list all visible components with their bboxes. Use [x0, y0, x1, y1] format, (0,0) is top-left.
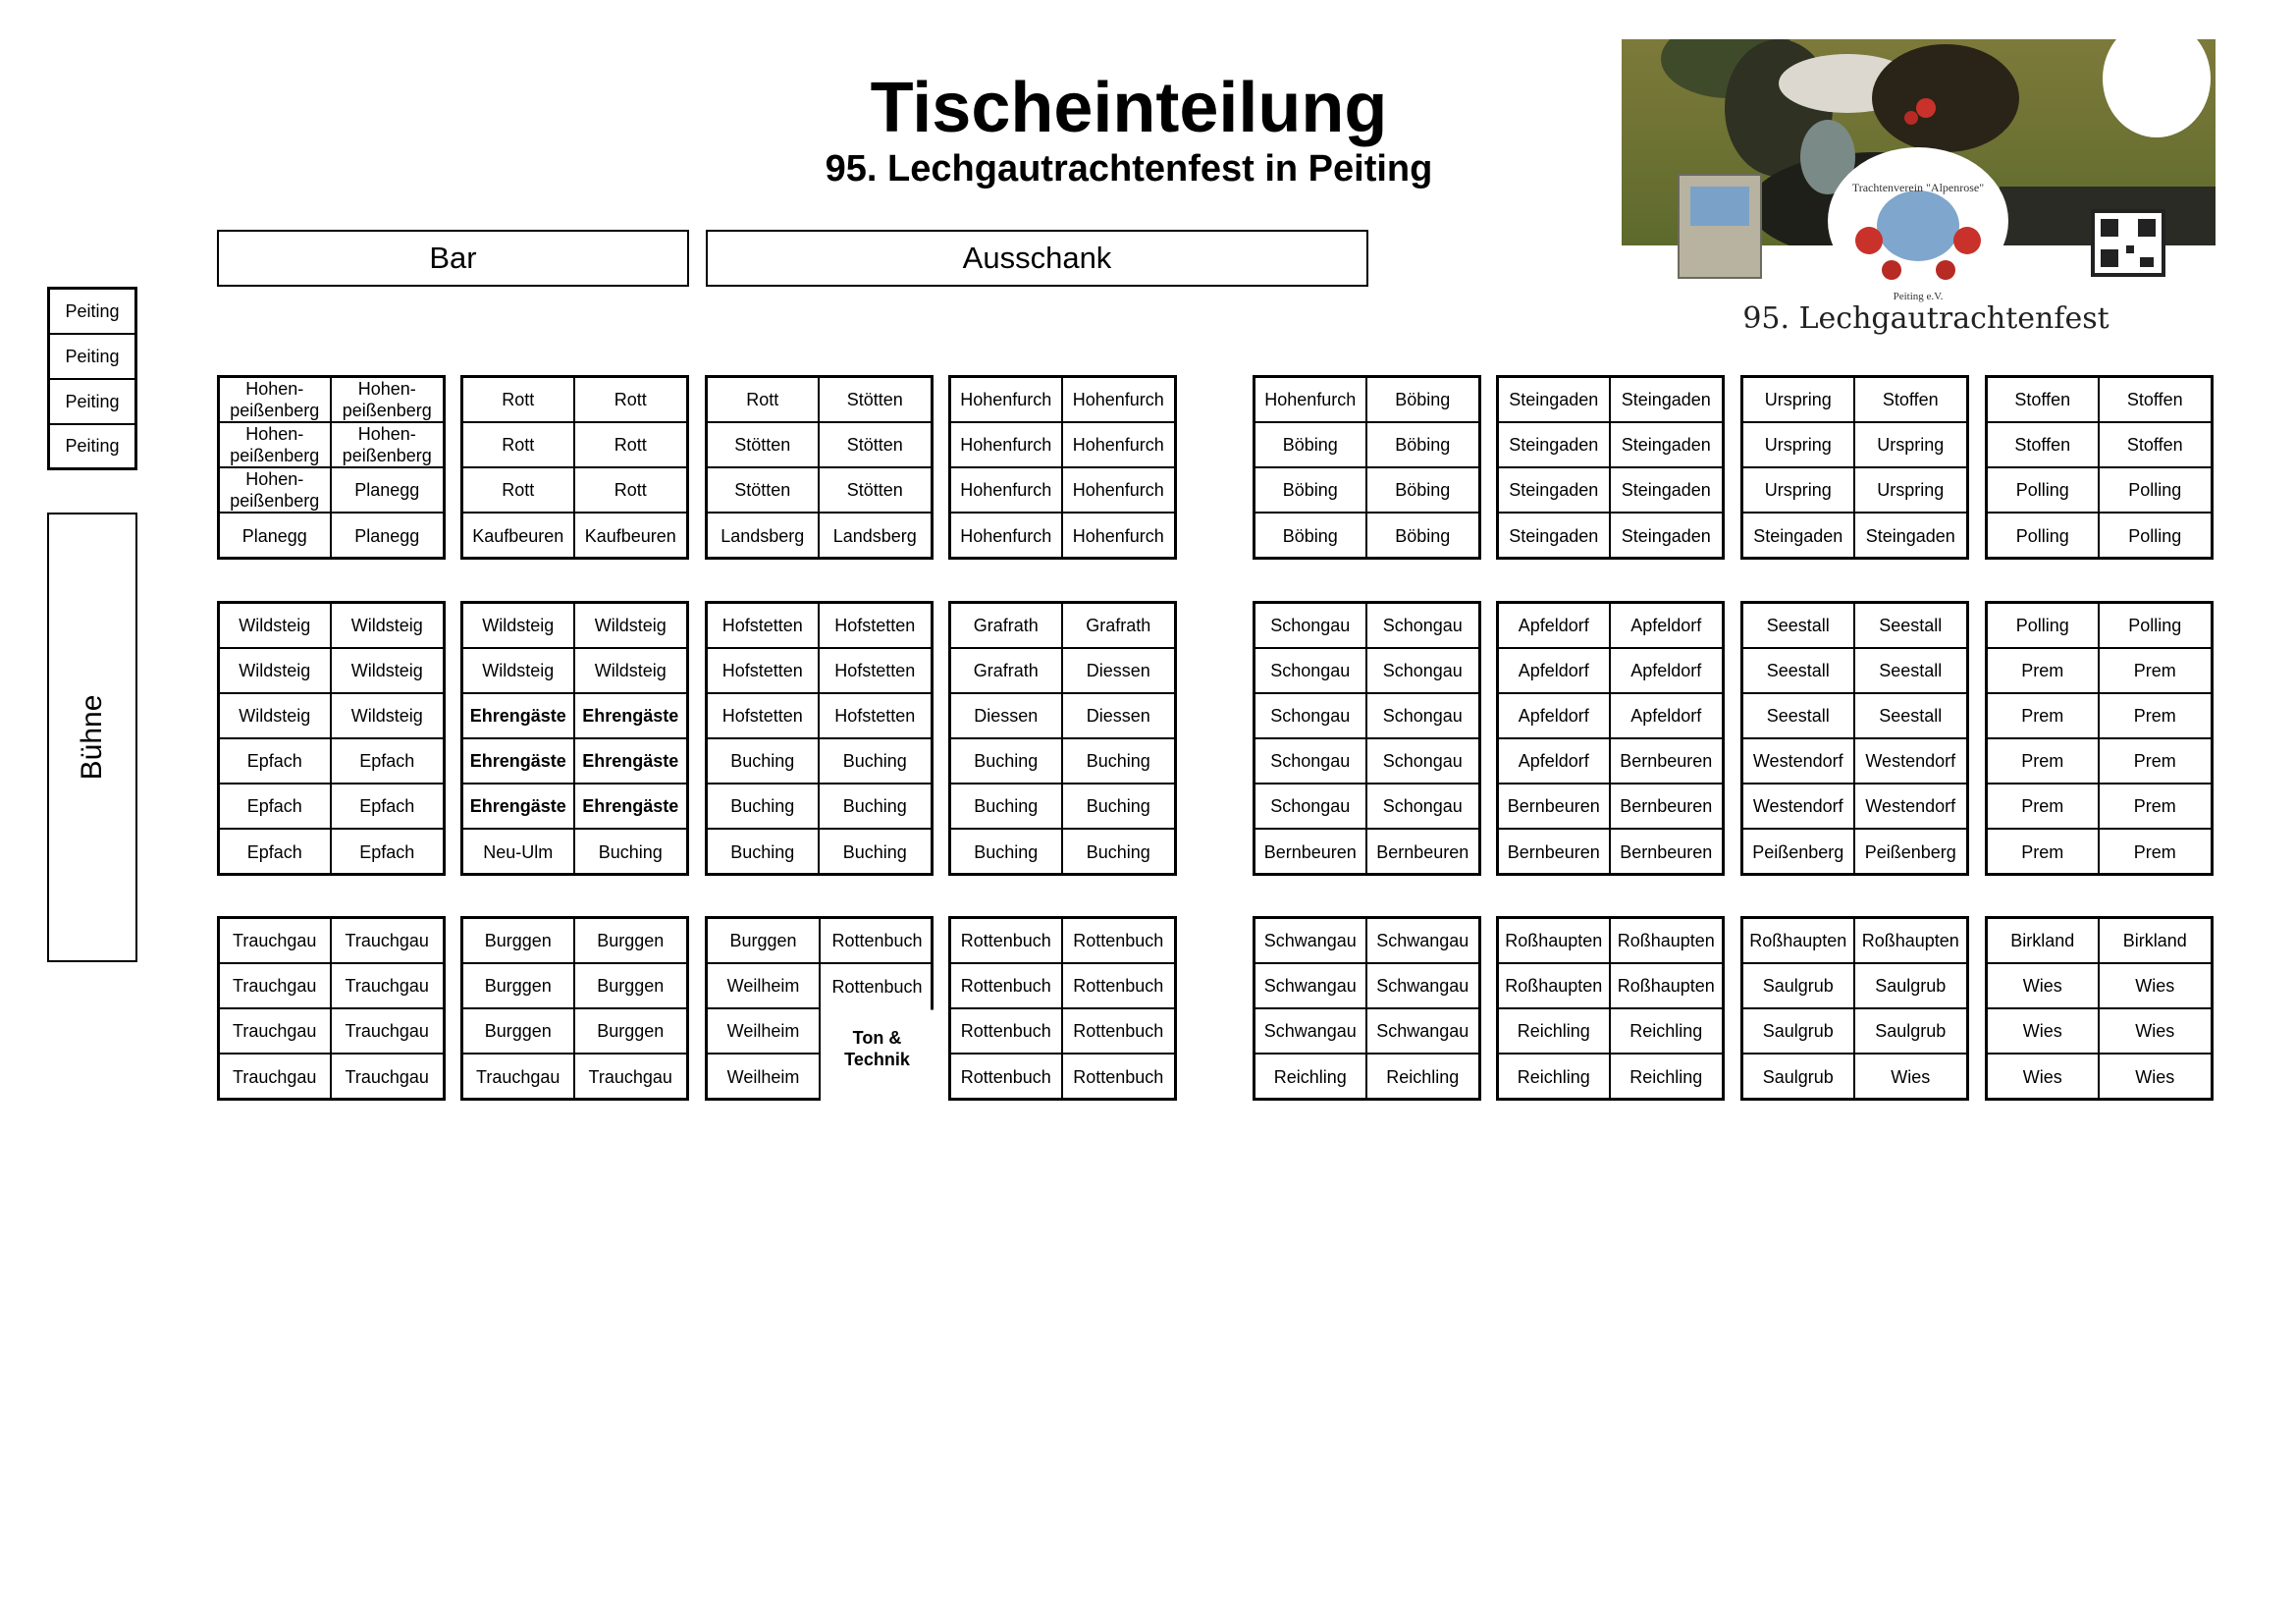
- table-seat: Rott: [708, 378, 820, 423]
- table-seat: Buching: [1063, 784, 1175, 830]
- table-seat: Wildsteig: [463, 604, 575, 649]
- table-seat: Bernbeuren: [1499, 830, 1611, 875]
- table-seat: Hohenfurch: [1072, 526, 1164, 546]
- table-seat: Trauchgau: [220, 919, 332, 964]
- table-seat: Schongau: [1367, 694, 1479, 739]
- table-block: [1496, 375, 1725, 560]
- table-seat: Hohenfurch: [1063, 378, 1175, 423]
- table-seat: Rottenbuch: [831, 977, 923, 997]
- table-block: [460, 375, 689, 560]
- table-seat: Stoffen: [1855, 378, 1967, 423]
- table-seat: Bernbeuren: [1611, 739, 1723, 784]
- table-seat: Schongau: [1255, 784, 1367, 830]
- table-seat: Schongau: [1367, 649, 1479, 694]
- table-seat: Burggen: [463, 1009, 575, 1055]
- table-seat: Schwangau: [1367, 1009, 1479, 1055]
- table-seat: Epfach: [332, 784, 444, 830]
- table-seat: Stoffen: [1988, 378, 2100, 423]
- table-seat: Rott: [463, 378, 575, 423]
- table-seat: Stötten: [708, 468, 820, 514]
- table-block: [1740, 375, 1969, 560]
- table-seat: Schongau: [1255, 694, 1367, 739]
- table-seat: Wies: [2100, 1009, 2212, 1055]
- bar-area: Bar: [217, 230, 689, 287]
- table-block: [217, 375, 446, 560]
- table-seat: Schwangau: [1255, 1009, 1367, 1055]
- table-seat: Ehrengäste: [575, 784, 687, 830]
- table-seat: Polling: [1988, 604, 2100, 649]
- table-seat: Westendorf: [1855, 739, 1967, 784]
- table-block: [460, 916, 689, 1101]
- page-title: Tischeinteilung: [870, 69, 1388, 147]
- table-seat: Peißenberg: [1864, 842, 1956, 862]
- table-seat: Wildsteig: [575, 604, 687, 649]
- table-seat: Epfach: [220, 784, 332, 830]
- table-seat: Böbing: [1255, 423, 1367, 468]
- table-block: [948, 601, 1177, 876]
- table-seat: Steingaden: [1611, 468, 1723, 514]
- table-seat: Böbing: [1255, 468, 1367, 514]
- table-seat: Prem: [1988, 649, 2100, 694]
- table-seat: Westendorf: [1855, 784, 1967, 830]
- table-seat: Saulgrub: [1743, 1009, 1855, 1055]
- table-block: [705, 601, 934, 876]
- table-seat: Bernbeuren: [1376, 842, 1469, 862]
- table-block: [1253, 601, 1481, 876]
- table-seat: Trauchgau: [332, 919, 444, 964]
- table-seat: Bernbeuren: [1611, 784, 1723, 830]
- table-seat: Hohen-peißenberg: [332, 423, 444, 468]
- table-seat: Peiting: [50, 380, 134, 425]
- table-block: [948, 375, 1177, 560]
- table-seat: Westendorf: [1743, 739, 1855, 784]
- table-seat: Buching: [1063, 739, 1175, 784]
- table-seat: Planegg: [220, 514, 332, 559]
- logo-banner-text: 95. Lechgautrachtenfest: [1742, 301, 2109, 336]
- table-block: [1253, 916, 1481, 1101]
- table-seat: Steingaden: [1611, 423, 1723, 468]
- table-seat: Reichling: [1499, 1009, 1611, 1055]
- table-seat: Wies: [1891, 1067, 1931, 1087]
- table-seat: Wildsteig: [220, 694, 332, 739]
- table-seat: Bernbeuren: [1499, 784, 1611, 830]
- table-seat: Prem: [2100, 649, 2212, 694]
- table-seat: Ehrengäste: [463, 739, 575, 784]
- table-seat: Steingaden: [1499, 514, 1611, 559]
- table-seat: Roßhaupten: [1499, 919, 1611, 964]
- table-seat: Peiting: [50, 335, 134, 380]
- table-seat: Landsberg: [708, 514, 820, 559]
- table-seat: Hofstetten: [820, 604, 932, 649]
- ton-technik-label: Ton & Technik: [844, 1028, 910, 1069]
- table-seat: Epfach: [220, 830, 332, 875]
- table-seat: Stoffen: [1988, 423, 2100, 468]
- table-seat: Hohenfurch: [951, 423, 1063, 468]
- table-seat: Steingaden: [1499, 423, 1611, 468]
- table-seat: Stötten: [708, 423, 820, 468]
- table-seat: Stötten: [820, 378, 932, 423]
- table-seat: Hofstetten: [820, 649, 932, 694]
- table-seat: Buching: [708, 784, 820, 830]
- table-seat: Reichling: [1255, 1055, 1367, 1100]
- table-seat: Rottenbuch: [951, 1009, 1063, 1055]
- table-seat: Apfeldorf: [1499, 694, 1611, 739]
- table-seat: Prem: [1988, 739, 2100, 784]
- table-seat: Wildsteig: [575, 649, 687, 694]
- table-seat: Schwangau: [1367, 964, 1479, 1009]
- table-seat: Roßhaupten: [1611, 964, 1723, 1009]
- table-seat: Böbing: [1395, 526, 1451, 546]
- table-block: [217, 601, 446, 876]
- ausschank-area: Ausschank: [706, 230, 1368, 287]
- table-seat: Rottenbuch: [1073, 1067, 1164, 1087]
- table-seat: Urspring: [1743, 378, 1855, 423]
- table-seat: Wies: [1988, 1055, 2100, 1100]
- table-seat: Hohen-peißenberg: [332, 378, 444, 423]
- table-seat: Steingaden: [1865, 526, 1955, 546]
- table-seat: Saulgrub: [1743, 1055, 1855, 1100]
- table-seat: Hofstetten: [708, 694, 820, 739]
- table-seat: Buching: [708, 739, 820, 784]
- table-seat: Steingaden: [1499, 378, 1611, 423]
- table-seat: Polling: [1988, 468, 2100, 514]
- table-seat: Rott: [463, 468, 575, 514]
- table-seat: Weilheim: [708, 964, 821, 1009]
- table-seat: Rottenbuch: [1063, 964, 1175, 1009]
- table-seat: Buching: [598, 842, 663, 862]
- table-block: [460, 601, 689, 876]
- table-seat: Schwangau: [1255, 964, 1367, 1009]
- table-seat: Trauchgau: [220, 1055, 332, 1100]
- table-seat: Kaufbeuren: [463, 514, 575, 559]
- table-seat: Peiting: [65, 436, 120, 456]
- table-seat: Prem: [2100, 784, 2212, 830]
- table-seat: Weilheim: [708, 1009, 821, 1055]
- table-seat: Schongau: [1255, 649, 1367, 694]
- table-seat: Planegg: [354, 526, 420, 546]
- table-seat: Hohenfurch: [951, 468, 1063, 514]
- page-subtitle: 95. Lechgautrachtenfest in Peiting: [825, 148, 1433, 189]
- table-seat: Epfach: [332, 739, 444, 784]
- table-seat: Apfeldorf: [1611, 649, 1723, 694]
- table-seat: Hohenfurch: [1063, 468, 1175, 514]
- table-seat: Birkland: [1988, 919, 2100, 964]
- table-seat: Ehrengäste: [575, 694, 687, 739]
- table-block: [217, 916, 446, 1101]
- table-seat: Neu-Ulm: [463, 830, 575, 875]
- table-seat: Bernbeuren: [1255, 830, 1367, 875]
- table-seat: Wildsteig: [463, 649, 575, 694]
- table-seat: Stoffen: [2100, 378, 2212, 423]
- table-seat: Schwangau: [1255, 919, 1367, 964]
- table-block: [1985, 916, 2214, 1101]
- table-seat: Rottenbuch: [951, 1055, 1063, 1100]
- table-seat: Landsberg: [832, 526, 917, 546]
- stage: [47, 513, 137, 962]
- table-block: [948, 916, 1177, 1101]
- table-seat: Bernbeuren: [1620, 842, 1713, 862]
- table-seat: Peiting: [50, 290, 134, 335]
- table-seat: Seestall: [1855, 604, 1967, 649]
- table-seat: Reichling: [1386, 1067, 1460, 1087]
- table-seat: Hofstetten: [708, 649, 820, 694]
- table-seat: Trauchgau: [332, 1009, 444, 1055]
- table-seat: Ehrengäste: [463, 694, 575, 739]
- table-seat: Rott: [575, 378, 687, 423]
- table-block: [705, 916, 934, 1101]
- table-seat: Prem: [2133, 842, 2176, 862]
- table-seat: Saulgrub: [1743, 964, 1855, 1009]
- table-seat: Steingaden: [1499, 468, 1611, 514]
- table-seat: Wies: [1988, 1009, 2100, 1055]
- table-seat: Burggen: [463, 919, 575, 964]
- table-block: [1740, 601, 1969, 876]
- table-seat: Buching: [1086, 842, 1150, 862]
- table-seat: Hofstetten: [708, 604, 820, 649]
- table-block: [1985, 601, 2214, 876]
- table-seat: Buching: [951, 830, 1063, 875]
- table-block: [1740, 916, 1969, 1101]
- table-seat: Wildsteig: [220, 604, 332, 649]
- table-seat: Epfach: [220, 739, 332, 784]
- table-seat: Prem: [1988, 694, 2100, 739]
- table-seat: Böbing: [1367, 378, 1479, 423]
- table-seat: Ehrengäste: [575, 739, 687, 784]
- table-seat: Wildsteig: [332, 604, 444, 649]
- table-seat: Rott: [575, 423, 687, 468]
- table-seat: Saulgrub: [1855, 1009, 1967, 1055]
- table-seat: Trauchgau: [220, 1009, 332, 1055]
- table-seat: Böbing: [1255, 514, 1367, 559]
- table-seat: Reichling: [1611, 1009, 1723, 1055]
- table-seat: Steingaden: [1621, 526, 1711, 546]
- table-seat: Trauchgau: [588, 1067, 672, 1087]
- table-seat: Rottenbuch: [951, 964, 1063, 1009]
- festival-logo: [1622, 39, 2216, 344]
- table-seat: Urspring: [1855, 423, 1967, 468]
- table-seat: Epfach: [359, 842, 415, 862]
- table-seat: Roßhaupten: [1743, 919, 1855, 964]
- table-seat: Weilheim: [708, 1055, 821, 1100]
- table-seat: Diessen: [1063, 694, 1175, 739]
- table-seat: Trauchgau: [220, 964, 332, 1009]
- table-seat: Saulgrub: [1855, 964, 1967, 1009]
- table-seat: Hohenfurch: [1063, 423, 1175, 468]
- table-block: [1496, 916, 1725, 1101]
- table-seat: Stötten: [820, 468, 932, 514]
- table-seat: Schongau: [1255, 604, 1367, 649]
- table-seat: Seestall: [1855, 694, 1967, 739]
- table-seat: Roßhaupten: [1611, 919, 1723, 964]
- table-seat: Urspring: [1743, 468, 1855, 514]
- table-seat: Peißenberg: [1743, 830, 1855, 875]
- table-seat: Buching: [951, 739, 1063, 784]
- table-seat: Hofstetten: [820, 694, 932, 739]
- table-seat: Birkland: [2100, 919, 2212, 964]
- table-seat: Wildsteig: [220, 649, 332, 694]
- table-seat: Reichling: [1499, 1055, 1611, 1100]
- table-seat: Buching: [708, 830, 820, 875]
- logo-graphic: [1622, 39, 2216, 344]
- table-seat: Polling: [2100, 604, 2212, 649]
- table-seat: Seestall: [1743, 604, 1855, 649]
- stage-label: Bühne: [76, 694, 108, 781]
- table-seat: Kaufbeuren: [584, 526, 676, 546]
- table-seat: Buching: [820, 739, 932, 784]
- table-seat: Buching: [842, 842, 907, 862]
- table-seat: Westendorf: [1743, 784, 1855, 830]
- table-seat: Rottenbuch: [821, 919, 934, 964]
- table-seat: Apfeldorf: [1611, 694, 1723, 739]
- table-seat: Hohenfurch: [1255, 378, 1367, 423]
- table-seat: Schongau: [1367, 604, 1479, 649]
- table-seat: Seestall: [1743, 694, 1855, 739]
- table-seat: Burggen: [708, 919, 821, 964]
- table-seat: Steingaden: [1611, 378, 1723, 423]
- table-seat: Polling: [1988, 514, 2100, 559]
- logo-place-text: Peiting e.V.: [1893, 291, 1944, 302]
- table-seat: Trauchgau: [332, 964, 444, 1009]
- table-seat: Schongau: [1367, 739, 1479, 784]
- table-seat: Diessen: [1063, 649, 1175, 694]
- table-seat: Hohenfurch: [951, 514, 1063, 559]
- table-seat: Schongau: [1255, 739, 1367, 784]
- table-seat: Wies: [2100, 964, 2212, 1009]
- table-seat: Stoffen: [2100, 423, 2212, 468]
- table-seat: Buching: [820, 784, 932, 830]
- table-seat: Wies: [2135, 1067, 2175, 1087]
- table-block: [705, 375, 934, 560]
- table-seat: Wildsteig: [332, 694, 444, 739]
- table-seat: Hohen-peißenberg: [220, 468, 332, 514]
- table-block: [1253, 375, 1481, 560]
- table-seat: Trauchgau: [345, 1067, 429, 1087]
- table-seat: Buching: [951, 784, 1063, 830]
- table-seat: Wildsteig: [332, 649, 444, 694]
- table-seat: Prem: [1988, 830, 2100, 875]
- table-seat: Burggen: [575, 964, 687, 1009]
- table-seat: Steingaden: [1743, 514, 1855, 559]
- table-seat: Roßhaupten: [1855, 919, 1967, 964]
- table-seat: Urspring: [1855, 468, 1967, 514]
- table-seat: Prem: [1988, 784, 2100, 830]
- table-seat: Burggen: [575, 919, 687, 964]
- table-seat: Wies: [1988, 964, 2100, 1009]
- table-seat: Reichling: [1629, 1067, 1703, 1087]
- table-seat: Rottenbuch: [951, 919, 1063, 964]
- table-seat: Polling: [2128, 526, 2182, 546]
- table-seat: Prem: [2100, 739, 2212, 784]
- table-seat: Seestall: [1743, 649, 1855, 694]
- table-seat: Böbing: [1367, 423, 1479, 468]
- table-seat: Schwangau: [1367, 919, 1479, 964]
- table-seat: Apfeldorf: [1611, 604, 1723, 649]
- table-seat: Hohen-peißenberg: [220, 378, 332, 423]
- table-seat: Planegg: [332, 468, 444, 514]
- table-seat: Burggen: [575, 1009, 687, 1055]
- table-block: [1496, 601, 1725, 876]
- table-seat: Apfeldorf: [1499, 604, 1611, 649]
- table-seat: Rottenbuch: [1063, 1009, 1175, 1055]
- peiting-tables: [47, 287, 137, 470]
- table-seat: Trauchgau: [463, 1055, 575, 1100]
- table-seat: Diessen: [951, 694, 1063, 739]
- table-seat: Hohen-peißenberg: [220, 423, 332, 468]
- table-block: [1985, 375, 2214, 560]
- table-seat: Polling: [2100, 468, 2212, 514]
- table-seat: Roßhaupten: [1499, 964, 1611, 1009]
- table-seat: Schongau: [1367, 784, 1479, 830]
- table-seat: Grafrath: [1063, 604, 1175, 649]
- table-seat: Grafrath: [951, 604, 1063, 649]
- table-seat: Hohenfurch: [951, 378, 1063, 423]
- table-seat: Böbing: [1367, 468, 1479, 514]
- table-seat: Seestall: [1855, 649, 1967, 694]
- table-seat: Apfeldorf: [1499, 739, 1611, 784]
- table-seat: Prem: [2100, 694, 2212, 739]
- table-seat: Burggen: [463, 964, 575, 1009]
- logo-ring-text: Trachtenverein "Alpenrose": [1851, 181, 1985, 194]
- table-seat: Rottenbuch: [1063, 919, 1175, 964]
- table-seat: Ehrengäste: [463, 784, 575, 830]
- table-seat: Apfeldorf: [1499, 649, 1611, 694]
- table-seat: Rott: [463, 423, 575, 468]
- table-seat: Urspring: [1743, 423, 1855, 468]
- table-seat: Rott: [575, 468, 687, 514]
- table-seat: Grafrath: [951, 649, 1063, 694]
- table-seat: Stötten: [820, 423, 932, 468]
